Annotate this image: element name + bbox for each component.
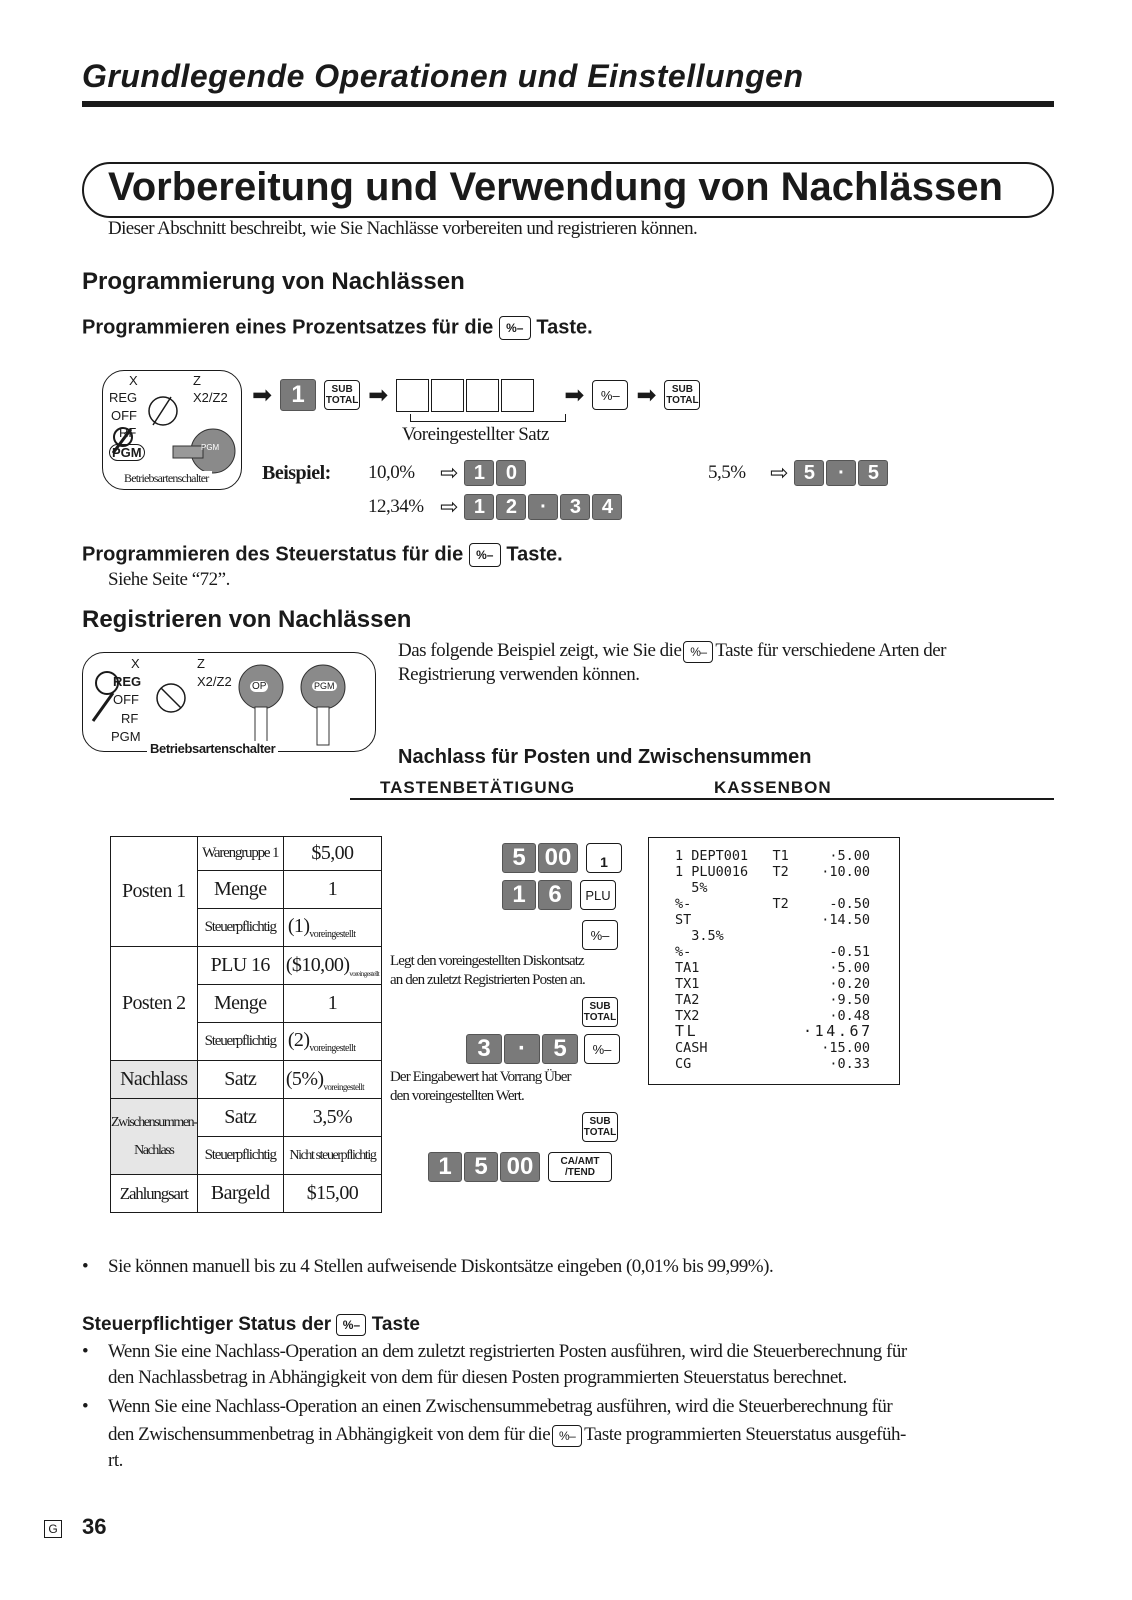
header-rule — [82, 101, 1054, 107]
receipt-line: 1 PLU0016 T2 ·10.00 — [675, 864, 871, 880]
keyop-row-500 — [502, 843, 622, 873]
pgm-key-icon: PGM — [201, 443, 220, 452]
receipt-total-line: TL ·14.67 — [675, 1022, 873, 1040]
note-line: an den zuletzt Registrierten Posten an. — [390, 972, 585, 988]
receipt-line: %- -0.51 — [675, 944, 871, 960]
mode-label-reg: REG — [109, 390, 138, 405]
percent-minus-key-icon: %– — [469, 543, 501, 567]
preset-rate-label: Voreingestellter Satz — [402, 424, 549, 445]
sp-sub: voreingestellt — [309, 929, 356, 940]
mode-label-x: X — [129, 373, 138, 388]
plu-key-icon: PLU — [580, 880, 616, 910]
arrow-right-icon: ➡ — [368, 381, 389, 409]
note-bullet-1 — [82, 1256, 774, 1278]
op-key-icon: OP — [252, 681, 267, 692]
key-double-zero: 00 — [538, 843, 578, 873]
key-digit: 5 — [502, 843, 536, 873]
note-bullet-3 — [82, 1396, 1052, 1471]
programming-heading: Programmierung von Nachlässen — [82, 268, 465, 295]
hollow-arrow-icon: ⇨ — [770, 460, 789, 486]
row-label-posten1: Posten 1 — [111, 837, 198, 947]
cell-steuerpflichtig-2-value — [283, 1023, 381, 1061]
zs-label-2: Nachlass — [134, 1142, 174, 1158]
column-header-keys: TASTENBETÄTIGUNG — [380, 778, 576, 797]
cell-warengruppe: Warengruppe 1 — [197, 837, 283, 871]
hollow-arrow-icon: ⇨ — [440, 460, 459, 486]
mode-label-rf: RF — [121, 711, 139, 726]
note-line: Legt den voreingestellten Diskontsatz — [390, 953, 584, 969]
key-point: · — [504, 1034, 540, 1064]
section-title: Vorbereitung und Verwendung von Nachlässen — [108, 165, 1003, 209]
language-badge: G — [44, 1520, 62, 1538]
satz-value: (5%) — [285, 1067, 324, 1090]
preset-bracket — [410, 414, 566, 422]
subheading-text: Programmieren des Steuerstatus für die — [82, 543, 464, 566]
keyop-note-1 — [390, 952, 585, 990]
subheading-text-after: Taste. — [506, 543, 563, 566]
keyop-row-1500 — [428, 1152, 612, 1182]
subtotal-key-icon — [582, 1112, 618, 1142]
key-digit: 3 — [560, 494, 590, 520]
digit-box — [396, 379, 429, 412]
section-intro: Dieser Abschnitt beschreibt, wie Sie Nachlässe vorbereiten und registrieren können. — [108, 218, 698, 239]
mode-switch-caption: Betriebsartenschalter — [147, 741, 278, 756]
subtotal-key-icon — [664, 380, 700, 410]
note-bullet-2 — [82, 1341, 1052, 1388]
cell-bargeld: Bargeld — [197, 1175, 283, 1213]
digit-box — [466, 379, 499, 412]
heading-text-after: Taste — [371, 1314, 420, 1336]
plu-sub: voreingestellt — [349, 969, 380, 978]
registering-heading: Registrieren von Nachlässen — [82, 606, 412, 633]
cell-satz-2: Satz — [197, 1099, 283, 1137]
heading-text: Steuerpflichtiger Status der — [82, 1314, 332, 1336]
mode-switch-diagram — [102, 370, 242, 490]
column-header-receipt: KASSENBON — [714, 778, 832, 797]
cell-nicht-steuerpflichtig: Nicht steuerpflichtig — [283, 1137, 381, 1175]
mode-label-rf: RF — [119, 425, 137, 440]
receipt-line: 3.5% — [675, 928, 724, 944]
cell-plu: PLU 16 — [197, 947, 283, 985]
percent-minus-key-icon: %– — [592, 380, 628, 410]
bullet-dot: • — [82, 1396, 89, 1417]
key-digit: 3 — [466, 1034, 502, 1064]
key-text-top: SUB — [589, 1116, 611, 1127]
example-value: 12,34% — [368, 496, 424, 517]
cell-satz-2-value: 3,5% — [283, 1099, 381, 1137]
percent-minus-key-icon: %– — [584, 1034, 620, 1064]
receipt-line: CG ·0.33 — [675, 1056, 871, 1072]
pgm-key-icon: PGM — [314, 681, 335, 691]
column-header-rule — [350, 798, 1054, 800]
department-key-icon: 1 — [586, 843, 622, 873]
digit-box — [431, 379, 464, 412]
mode-label-x2z2: X2/Z2 — [193, 390, 228, 405]
sp-sub: voreingestellt — [309, 1043, 356, 1054]
receipt-line: CASH ·15.00 — [675, 1040, 871, 1056]
bullet-dot: • — [82, 1341, 89, 1362]
bullet-text: rt. — [108, 1450, 123, 1471]
receipt-line: 1 DEPT001 T1 ·5.00 — [675, 848, 871, 864]
cell-menge: Menge — [197, 871, 283, 909]
percent-minus-key-icon: %– — [336, 1314, 366, 1336]
keyop-row-35 — [466, 1034, 620, 1064]
cell-menge-2-value: 1 — [283, 985, 381, 1023]
programming-subheading-rate — [82, 316, 593, 340]
mode-label-pgm: PGM — [109, 444, 145, 461]
percent-minus-key-icon: %– — [582, 920, 618, 950]
key-digit: 1 — [428, 1152, 462, 1182]
digit-box — [501, 379, 534, 412]
desc-text: Das folgende Beispiel zeigt, wie Sie die — [398, 640, 682, 661]
key-digit: 6 — [538, 880, 572, 910]
key-1: 1 — [280, 379, 316, 411]
key-digit: 2 — [496, 494, 526, 520]
subheading-text-after: Taste. — [536, 316, 593, 339]
bullet-text: Taste programmierten Steuerstatus ausgefüh- — [584, 1424, 906, 1445]
desc-text-after: Taste für verschiedene Arten der — [715, 640, 947, 661]
mode-label-off: OFF — [113, 692, 139, 707]
row-label-nachlass: Nachlass — [111, 1061, 198, 1099]
key-digit: 5 — [464, 1152, 498, 1182]
receipt-line: TX2 ·0.48 — [675, 1008, 871, 1024]
row-label-posten2: Posten 2 — [111, 947, 198, 1061]
cell-bargeld-value: $15,00 — [283, 1175, 381, 1213]
mode-label-reg: REG — [113, 674, 142, 689]
mode-label-z: Z — [197, 656, 205, 671]
example-row-1 — [368, 460, 526, 486]
bullet-text: Sie können manuell bis zu 4 Stellen aufweisende Diskontsätze eingeben (0,01% bis 99,99%). — [108, 1256, 774, 1277]
key-text-top: CA/AMT — [560, 1156, 600, 1167]
programming-key-sequence — [252, 378, 700, 412]
receipt-line: ST ·14.50 — [675, 912, 871, 928]
mode-label-off: OFF — [111, 408, 137, 423]
see-page-note: Siehe Seite “72”. — [108, 569, 230, 590]
example-row-2 — [708, 460, 888, 486]
bullet-text: den Zwischensummenbetrag in Abhängigkeit von dem für die — [108, 1424, 551, 1445]
key-digit: 1 — [464, 460, 494, 486]
preset-rate-boxes — [396, 379, 534, 412]
arrow-right-icon: ➡ — [564, 381, 585, 409]
row-label-zahlungsart: Zahlungsart — [111, 1175, 198, 1213]
registration-table — [110, 836, 382, 1213]
sp-value: (1) — [287, 915, 310, 937]
key-text-top: SUB — [589, 1001, 611, 1012]
subheading-text: Programmieren eines Prozentsatzes für die — [82, 316, 494, 339]
key-digit: 1 — [502, 880, 536, 910]
bullet-text: Wenn Sie eine Nachlass-Operation an einen Zwischensummebetrag ausführen, wird die Steuerberechnung für — [108, 1396, 893, 1417]
key-text-bottom: TOTAL — [583, 1012, 617, 1023]
cell-plu-value — [283, 947, 381, 985]
arrow-right-icon: ➡ — [252, 381, 273, 409]
key-digit: 5 — [542, 1034, 578, 1064]
tax-status-heading — [82, 1314, 420, 1336]
key-text-bottom: TOTAL — [583, 1127, 617, 1138]
receipt — [648, 837, 900, 1085]
keyop-note-2 — [390, 1068, 571, 1106]
key-point: · — [528, 494, 558, 520]
key-point: · — [826, 460, 856, 486]
programming-subheading-tax — [82, 543, 563, 567]
key-digit: 5 — [794, 460, 824, 486]
receipt-line: TX1 ·0.20 — [675, 976, 871, 992]
chapter-title: Grundlegende Operationen und Einstellungen — [82, 58, 804, 94]
hollow-arrow-icon: ⇨ — [440, 494, 459, 520]
receipt-line: %- T2 -0.50 — [675, 896, 871, 912]
key-text-top: SUB — [671, 384, 693, 395]
ca-amt-tend-key-icon — [548, 1152, 612, 1182]
mode-label-x2z2: X2/Z2 — [197, 674, 232, 689]
example-value: 10,0% — [368, 462, 415, 483]
bullet-text-line2 — [108, 1424, 906, 1447]
percent-minus-key-icon: %– — [552, 1425, 582, 1447]
mode-switch-caption: Betriebsartenschalter — [121, 471, 212, 486]
registering-description-line2: Registrierung verwenden können. — [398, 664, 640, 685]
cell-warengruppe-value: $5,00 — [283, 837, 381, 871]
key-text-bottom: /TEND — [565, 1167, 595, 1178]
key-text-top: SUB — [331, 384, 353, 395]
cell-steuerpflichtig-value — [283, 909, 381, 947]
key-double-zero: 00 — [500, 1152, 540, 1182]
note-line: Der Eingabewert hat Vorrang Über — [390, 1069, 571, 1085]
keyop-row-16 — [502, 880, 616, 910]
mode-label-x: X — [131, 656, 140, 671]
percent-minus-key-icon: %– — [499, 316, 531, 340]
sp-value: (2) — [287, 1029, 310, 1051]
receipt-line: 5% — [675, 880, 708, 896]
example-title: Nachlass für Posten und Zwischensummen — [398, 746, 812, 768]
page-number: 36 — [82, 1514, 107, 1539]
key-text-bottom: TOTAL — [666, 395, 699, 406]
subtotal-key-icon — [582, 997, 618, 1027]
bullet-text: den Nachlassbetrag in Abhängigkeit von dem für diesen Posten programmierten Steuerstatus berechnet. — [108, 1367, 847, 1388]
subtotal-key-icon — [324, 380, 360, 410]
bullet-dot: • — [82, 1256, 89, 1277]
key-digit: 4 — [592, 494, 622, 520]
row-label-zs-nachlass — [111, 1099, 198, 1175]
receipt-line: TA2 ·9.50 — [675, 992, 871, 1008]
cell-steuerpflichtig-3: Steuerpflichtig — [197, 1137, 283, 1175]
mode-label-pgm: PGM — [111, 729, 141, 744]
cell-menge-2: Menge — [197, 985, 283, 1023]
note-line: den voreingestellten Wert. — [390, 1088, 524, 1104]
cell-satz-value — [283, 1061, 381, 1099]
arrow-right-icon: ➡ — [636, 381, 657, 409]
key-digit: 5 — [858, 460, 888, 486]
percent-minus-key-icon: %– — [683, 641, 713, 663]
registering-description — [398, 640, 946, 663]
cell-satz: Satz — [197, 1061, 283, 1099]
key-digit: 0 — [496, 460, 526, 486]
mode-switch-diagram-2 — [82, 652, 376, 756]
cell-menge-value: 1 — [283, 871, 381, 909]
key-digit: 1 — [464, 494, 494, 520]
bullet-text: Wenn Sie eine Nachlass-Operation an dem zuletzt registrierten Posten ausführen, wird die Steuerberechnung für — [108, 1341, 907, 1362]
key-text-bottom: TOTAL — [325, 395, 359, 406]
zs-label-1: Zwischensummen- — [111, 1114, 197, 1130]
cell-steuerpflichtig-2: Steuerpflichtig — [197, 1023, 283, 1061]
satz-sub: voreingestellt — [323, 1081, 365, 1092]
example-row-3 — [368, 494, 622, 520]
plu-value: ($10,00) — [285, 953, 350, 976]
example-value: 5,5% — [708, 462, 746, 483]
example-label: Beispiel: — [262, 462, 331, 484]
cell-steuerpflichtig: Steuerpflichtig — [197, 909, 283, 947]
receipt-line: TA1 ·5.00 — [675, 960, 871, 976]
mode-label-z: Z — [193, 373, 201, 388]
